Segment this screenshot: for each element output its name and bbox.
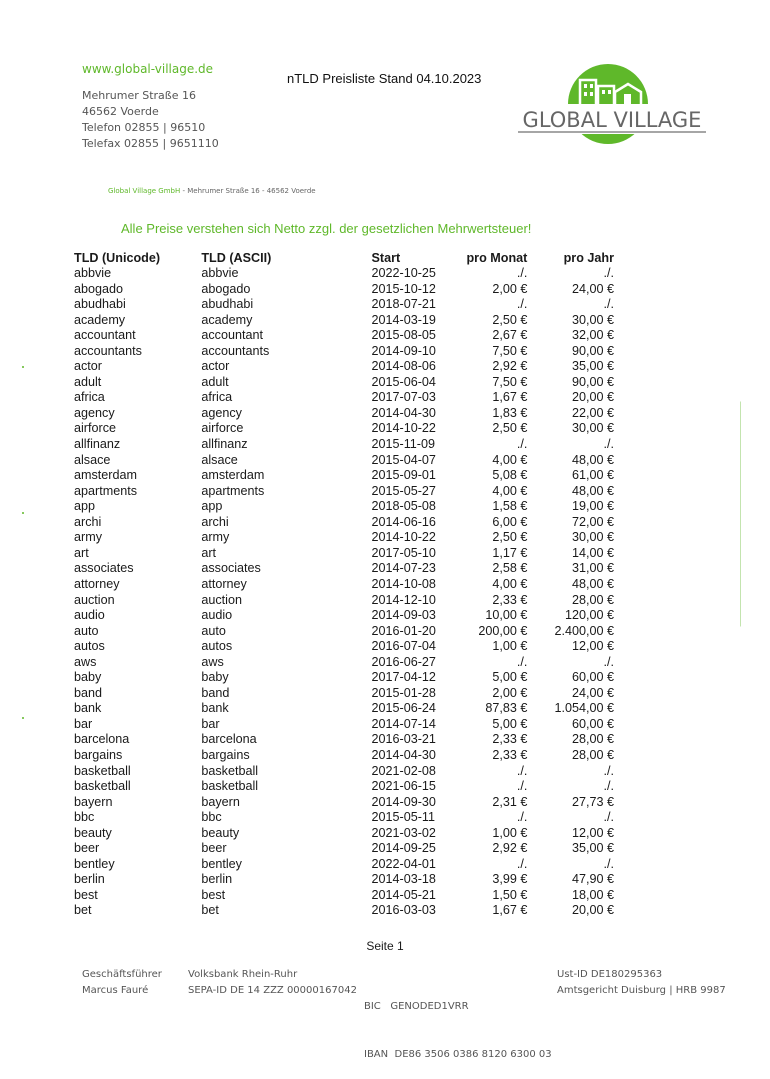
cell-price-year: ./. bbox=[603, 779, 614, 794]
table-row bbox=[74, 561, 614, 577]
cell-start-date: 2015-06-24 bbox=[371, 701, 436, 716]
footer-sepa-id: SEPA-ID DE 14 ZZZ 00000167042 bbox=[188, 985, 357, 996]
address-phone: Telefon 02855 | 96510 bbox=[82, 121, 206, 134]
cell-tld-ascii: abogado bbox=[201, 281, 251, 296]
footer-bank-ids bbox=[364, 967, 552, 1079]
cell-price-year: 19,00 € bbox=[571, 499, 614, 514]
cell-tld-unicode: app bbox=[74, 499, 96, 514]
cell-price-year: 28,00 € bbox=[571, 592, 614, 607]
cell-start-date: 2014-09-30 bbox=[371, 794, 436, 809]
table-row bbox=[74, 888, 614, 904]
cell-price-year: ./. bbox=[603, 810, 614, 825]
cell-start-date: 2015-06-04 bbox=[371, 374, 436, 389]
cell-tld-ascii: adult bbox=[201, 374, 229, 389]
cell-tld-ascii: actor bbox=[201, 359, 230, 374]
cell-price-month: 4,00 € bbox=[492, 483, 528, 498]
cell-price-year: 22,00 € bbox=[571, 405, 614, 420]
table-row bbox=[74, 764, 614, 780]
footer-bank bbox=[188, 967, 357, 999]
address-fax: Telefax 02855 | 9651110 bbox=[82, 137, 219, 150]
cell-price-year: ./. bbox=[603, 654, 614, 669]
cell-price-year: 30,00 € bbox=[571, 530, 614, 545]
sender-brand: Global Village GmbH bbox=[108, 187, 181, 195]
cell-tld-unicode: beer bbox=[74, 841, 100, 856]
cell-price-month: 7,50 € bbox=[492, 374, 528, 389]
footer-vat-id: Ust-ID DE180295363 bbox=[557, 969, 663, 980]
cell-tld-unicode: academy bbox=[74, 312, 126, 327]
cell-price-year: 35,00 € bbox=[571, 359, 614, 374]
cell-start-date: 2015-05-11 bbox=[371, 810, 435, 825]
cell-price-month: 2,67 € bbox=[492, 328, 528, 343]
footer-management-name: Marcus Fauré bbox=[82, 985, 149, 996]
cell-price-year: 1.054,00 € bbox=[554, 701, 614, 716]
cell-price-month: 2,50 € bbox=[492, 530, 528, 545]
cell-tld-ascii: allfinanz bbox=[201, 437, 248, 452]
col-header-year: pro Jahr bbox=[563, 251, 614, 265]
cell-price-month: ./. bbox=[516, 654, 528, 669]
cell-tld-unicode: associates bbox=[74, 561, 134, 576]
cell-price-year: ./. bbox=[603, 437, 614, 452]
footer-iban: IBAN DE86 3506 0386 8120 6300 03 bbox=[364, 1049, 552, 1060]
cell-price-month: 6,00 € bbox=[492, 514, 528, 529]
cell-start-date: 2018-07-21 bbox=[371, 297, 436, 312]
cell-price-year: 28,00 € bbox=[571, 732, 614, 747]
cell-price-year: 48,00 € bbox=[571, 452, 614, 467]
cell-price-year: 27,73 € bbox=[571, 794, 614, 809]
table-header-row bbox=[74, 250, 614, 266]
cell-tld-ascii: basketball bbox=[201, 779, 259, 794]
table-row bbox=[74, 546, 614, 562]
cell-tld-unicode: audio bbox=[74, 608, 105, 623]
table-row bbox=[74, 437, 614, 453]
cell-price-month: 1,17 € bbox=[492, 545, 528, 560]
cell-tld-unicode: beauty bbox=[74, 825, 112, 840]
cell-tld-unicode: agency bbox=[74, 405, 115, 420]
cell-price-year: 60,00 € bbox=[571, 716, 614, 731]
cell-price-year: 30,00 € bbox=[571, 312, 614, 327]
cell-tld-ascii: auto bbox=[201, 623, 226, 638]
table-row bbox=[74, 421, 614, 437]
cell-price-month: 7,50 € bbox=[492, 343, 528, 358]
cell-start-date: 2014-10-22 bbox=[371, 421, 436, 436]
cell-start-date: 2015-11-09 bbox=[371, 437, 435, 452]
cell-price-month: 5,00 € bbox=[492, 670, 528, 685]
cell-tld-ascii: bank bbox=[201, 701, 229, 716]
fold-mark bbox=[22, 366, 24, 368]
cell-price-month: 5,00 € bbox=[492, 716, 528, 731]
cell-tld-ascii: accountants bbox=[201, 343, 270, 358]
cell-tld-unicode: actor bbox=[74, 359, 102, 374]
table-row bbox=[74, 313, 614, 329]
cell-start-date: 2014-12-10 bbox=[371, 592, 436, 607]
cell-tld-unicode: band bbox=[74, 685, 103, 700]
table-row bbox=[74, 577, 614, 593]
cell-price-month: 5,08 € bbox=[492, 468, 528, 483]
cell-price-month: 2,58 € bbox=[492, 561, 528, 576]
cell-start-date: 2016-06-27 bbox=[371, 654, 436, 669]
table-row bbox=[74, 453, 614, 469]
table-row bbox=[74, 468, 614, 484]
table-row bbox=[74, 484, 614, 500]
cell-start-date: 2018-05-08 bbox=[371, 499, 436, 514]
cell-tld-ascii: bbc bbox=[201, 810, 222, 825]
cell-price-month: 1,83 € bbox=[492, 405, 528, 420]
table-row bbox=[74, 872, 614, 888]
fold-mark bbox=[22, 717, 24, 719]
cell-price-month: ./. bbox=[516, 763, 528, 778]
cell-tld-unicode: accountants bbox=[74, 343, 142, 358]
cell-start-date: 2014-05-21 bbox=[371, 887, 436, 902]
cell-tld-unicode: archi bbox=[74, 514, 102, 529]
cell-price-year: 120,00 € bbox=[564, 608, 614, 623]
cell-price-month: 3,99 € bbox=[492, 872, 528, 887]
cell-price-month: 2,33 € bbox=[492, 592, 528, 607]
cell-price-year: 48,00 € bbox=[571, 483, 614, 498]
cell-tld-ascii: bar bbox=[201, 716, 220, 731]
cell-price-month: 1,00 € bbox=[492, 639, 528, 654]
cell-price-month: 2,50 € bbox=[492, 312, 528, 327]
sender-line bbox=[108, 187, 316, 195]
cell-price-month: ./. bbox=[516, 810, 528, 825]
cell-tld-unicode: alsace bbox=[74, 452, 111, 467]
cell-tld-unicode: auto bbox=[74, 623, 99, 638]
cell-start-date: 2014-04-30 bbox=[371, 747, 436, 762]
cell-tld-ascii: beer bbox=[201, 841, 227, 856]
cell-start-date: 2014-03-19 bbox=[371, 312, 436, 327]
cell-start-date: 2014-10-08 bbox=[371, 576, 436, 591]
cell-price-month: 2,00 € bbox=[492, 281, 528, 296]
cell-tld-ascii: berlin bbox=[201, 872, 233, 887]
table-row bbox=[74, 530, 614, 546]
cell-price-month: 2,00 € bbox=[492, 685, 528, 700]
cell-tld-ascii: academy bbox=[201, 312, 253, 327]
logo-text: GLOBAL VILLAGE bbox=[522, 108, 702, 132]
table-row bbox=[74, 717, 614, 733]
cell-price-year: 72,00 € bbox=[571, 514, 614, 529]
cell-price-year: 90,00 € bbox=[571, 343, 614, 358]
cell-price-year: ./. bbox=[603, 297, 614, 312]
table-row bbox=[74, 655, 614, 671]
address-block bbox=[82, 88, 219, 152]
cell-tld-unicode: auction bbox=[74, 592, 115, 607]
cell-price-year: 14,00 € bbox=[571, 545, 614, 560]
cell-start-date: 2016-07-04 bbox=[371, 639, 436, 654]
cell-price-month: 200,00 € bbox=[478, 623, 528, 638]
cell-tld-unicode: baby bbox=[74, 670, 102, 685]
cell-start-date: 2014-08-06 bbox=[371, 359, 436, 374]
col-header-month: pro Monat bbox=[466, 251, 528, 265]
cell-tld-unicode: abudhabi bbox=[74, 297, 126, 312]
footer-bic: BIC GENODED1VRR bbox=[364, 1001, 469, 1012]
cell-price-month: 4,00 € bbox=[492, 452, 528, 467]
cell-tld-unicode: basketball bbox=[74, 779, 131, 794]
table-row bbox=[74, 592, 614, 608]
cell-start-date: 2014-09-25 bbox=[371, 841, 436, 856]
cell-tld-ascii: amsterdam bbox=[201, 468, 265, 483]
cell-tld-ascii: barcelona bbox=[201, 732, 257, 747]
cell-start-date: 2022-10-25 bbox=[371, 266, 436, 281]
cell-price-year: 28,00 € bbox=[571, 747, 614, 762]
cell-price-year: 18,00 € bbox=[571, 887, 614, 902]
cell-price-year: 61,00 € bbox=[571, 468, 614, 483]
table-row bbox=[74, 779, 614, 795]
address-street: Mehrumer Straße 16 bbox=[82, 89, 196, 102]
cell-price-year: 24,00 € bbox=[571, 281, 614, 296]
cell-price-month: 2,92 € bbox=[492, 841, 528, 856]
cell-price-year: 12,00 € bbox=[571, 639, 614, 654]
col-header-unicode: TLD (Unicode) bbox=[74, 251, 161, 265]
cell-start-date: 2016-03-21 bbox=[371, 732, 436, 747]
cell-tld-unicode: accountant bbox=[74, 328, 136, 343]
cell-tld-unicode: abogado bbox=[74, 281, 124, 296]
cell-start-date: 2015-10-12 bbox=[371, 281, 436, 296]
address-city: 46562 Voerde bbox=[82, 105, 159, 118]
cell-tld-ascii: band bbox=[201, 685, 230, 700]
cell-start-date: 2015-04-07 bbox=[371, 452, 436, 467]
cell-tld-unicode: bentley bbox=[74, 856, 115, 871]
cell-price-month: 1,58 € bbox=[492, 499, 528, 514]
cell-price-year: 24,00 € bbox=[571, 685, 614, 700]
footer-bank-name: Volksbank Rhein-Ruhr bbox=[188, 969, 298, 980]
cell-tld-ascii: auction bbox=[201, 592, 242, 607]
cell-start-date: 2016-01-20 bbox=[371, 623, 436, 638]
table-row bbox=[74, 903, 614, 919]
cell-start-date: 2022-04-01 bbox=[371, 856, 436, 871]
cell-tld-unicode: aws bbox=[74, 654, 97, 669]
cell-tld-ascii: best bbox=[201, 887, 226, 902]
cell-price-month: ./. bbox=[516, 437, 528, 452]
cell-start-date: 2014-03-18 bbox=[371, 872, 436, 887]
cell-tld-ascii: audio bbox=[201, 608, 233, 623]
cell-tld-ascii: africa bbox=[201, 390, 233, 405]
table-row bbox=[74, 857, 614, 873]
table-row bbox=[74, 359, 614, 375]
table-row bbox=[74, 515, 614, 531]
cell-tld-ascii: bargains bbox=[201, 747, 250, 762]
cell-tld-unicode: barcelona bbox=[74, 732, 130, 747]
cell-tld-ascii: aws bbox=[201, 654, 224, 669]
table-row bbox=[74, 624, 614, 640]
cell-tld-unicode: berlin bbox=[74, 872, 105, 887]
cell-tld-unicode: basketball bbox=[74, 763, 131, 778]
cell-start-date: 2015-08-05 bbox=[371, 328, 436, 343]
footer-management bbox=[82, 967, 162, 999]
footer-court: Amtsgericht Duisburg | HRB 9987 bbox=[557, 985, 726, 996]
cell-tld-ascii: abudhabi bbox=[201, 297, 254, 312]
cell-start-date: 2017-07-03 bbox=[371, 390, 436, 405]
table-row bbox=[74, 499, 614, 515]
sender-address: - Mehrumer Straße 16 - 46562 Voerde bbox=[180, 187, 316, 195]
cell-price-year: 30,00 € bbox=[571, 421, 614, 436]
cell-price-year: 32,00 € bbox=[571, 328, 614, 343]
cell-start-date: 2014-07-23 bbox=[371, 561, 436, 576]
cell-start-date: 2015-01-28 bbox=[371, 685, 436, 700]
cell-tld-ascii: art bbox=[201, 545, 217, 560]
cell-price-month: 10,00 € bbox=[485, 608, 528, 623]
cell-tld-ascii: bayern bbox=[201, 794, 240, 809]
cell-start-date: 2021-06-15 bbox=[371, 779, 436, 794]
document-title: nTLD Preisliste Stand 04.10.2023 bbox=[287, 71, 482, 86]
table-row bbox=[74, 266, 614, 282]
cell-start-date: 2015-05-27 bbox=[371, 483, 436, 498]
cell-price-year: 35,00 € bbox=[571, 841, 614, 856]
cell-price-month: 87,83 € bbox=[485, 701, 528, 716]
cell-start-date: 2014-09-10 bbox=[371, 343, 436, 358]
cell-price-year: 31,00 € bbox=[571, 561, 614, 576]
cell-tld-unicode: bargains bbox=[74, 747, 123, 762]
cell-price-year: 12,00 € bbox=[571, 825, 614, 840]
table-row bbox=[74, 375, 614, 391]
cell-tld-ascii: apartments bbox=[201, 483, 265, 498]
cell-start-date: 2016-03-03 bbox=[371, 903, 436, 918]
col-header-ascii: TLD (ASCII) bbox=[201, 251, 272, 265]
cell-tld-unicode: bank bbox=[74, 701, 102, 716]
cell-price-month: ./. bbox=[516, 266, 528, 281]
cell-tld-unicode: amsterdam bbox=[74, 468, 137, 483]
cell-tld-unicode: bar bbox=[74, 716, 93, 731]
cell-price-month: 1,50 € bbox=[492, 887, 528, 902]
table-row bbox=[74, 826, 614, 842]
cell-price-month: 2,33 € bbox=[492, 732, 528, 747]
cell-tld-ascii: app bbox=[201, 499, 223, 514]
vat-notice: Alle Preise verstehen sich Netto zzgl. der gesetzlichen Mehrwertsteuer! bbox=[121, 221, 532, 236]
cell-start-date: 2015-09-01 bbox=[371, 468, 436, 483]
cell-tld-ascii: basketball bbox=[201, 763, 259, 778]
footer-management-label: Geschäftsführer bbox=[82, 969, 162, 980]
cell-tld-unicode: apartments bbox=[74, 483, 137, 498]
cell-tld-ascii: alsace bbox=[201, 452, 238, 467]
cell-price-month: 4,00 € bbox=[492, 576, 528, 591]
punch-mark bbox=[22, 512, 24, 514]
table-row bbox=[74, 344, 614, 360]
cell-start-date: 2014-06-16 bbox=[371, 514, 436, 529]
table-row bbox=[74, 390, 614, 406]
cell-start-date: 2014-07-14 bbox=[371, 716, 436, 731]
cell-tld-ascii: associates bbox=[201, 561, 261, 576]
cell-tld-ascii: archi bbox=[201, 514, 229, 529]
cell-tld-unicode: bayern bbox=[74, 794, 113, 809]
cell-price-month: 1,67 € bbox=[492, 390, 528, 405]
cell-start-date: 2014-09-03 bbox=[371, 608, 436, 623]
cell-price-month: 2,33 € bbox=[492, 747, 528, 762]
cell-start-date: 2014-10-22 bbox=[371, 530, 436, 545]
cell-tld-unicode: abbvie bbox=[74, 266, 112, 281]
cell-tld-ascii: beauty bbox=[201, 825, 240, 840]
global-village-logo bbox=[516, 64, 708, 144]
cell-price-year: ./. bbox=[603, 856, 614, 871]
cell-price-year: ./. bbox=[603, 763, 614, 778]
col-header-start: Start bbox=[371, 251, 401, 265]
table-row bbox=[74, 608, 614, 624]
cell-start-date: 2017-05-10 bbox=[371, 545, 436, 560]
cell-tld-unicode: art bbox=[74, 545, 89, 560]
cell-price-month: 2,50 € bbox=[492, 421, 528, 436]
footer-registry bbox=[557, 967, 726, 999]
table-row bbox=[74, 282, 614, 298]
cell-tld-ascii: autos bbox=[201, 639, 233, 654]
cell-price-year: 20,00 € bbox=[571, 903, 614, 918]
cell-tld-ascii: army bbox=[201, 530, 230, 545]
website-url[interactable]: www.global-village.de bbox=[82, 62, 214, 76]
cell-start-date: 2021-02-08 bbox=[371, 763, 436, 778]
cell-tld-unicode: best bbox=[74, 887, 98, 902]
cell-price-year: 90,00 € bbox=[571, 374, 614, 389]
cell-tld-unicode: bbc bbox=[74, 810, 95, 825]
table-row bbox=[74, 810, 614, 826]
table-row bbox=[74, 297, 614, 313]
cell-tld-ascii: agency bbox=[201, 405, 242, 420]
table-row bbox=[74, 841, 614, 857]
cell-price-month: ./. bbox=[516, 297, 528, 312]
cell-price-year: ./. bbox=[603, 266, 614, 281]
page-number: Seite 1 bbox=[366, 939, 404, 953]
cell-start-date: 2017-04-12 bbox=[371, 670, 436, 685]
cell-price-year: 48,00 € bbox=[571, 576, 614, 591]
cell-tld-ascii: bentley bbox=[201, 856, 242, 871]
table-row bbox=[74, 670, 614, 686]
table-row bbox=[74, 639, 614, 655]
cell-start-date: 2014-04-30 bbox=[371, 405, 436, 420]
cell-tld-unicode: autos bbox=[74, 639, 105, 654]
table-row bbox=[74, 406, 614, 422]
page-frame bbox=[740, 64, 741, 964]
cell-price-month: 1,67 € bbox=[492, 903, 528, 918]
cell-tld-unicode: adult bbox=[74, 374, 102, 389]
cell-tld-unicode: allfinanz bbox=[74, 437, 121, 452]
table-row bbox=[74, 686, 614, 702]
cell-price-month: ./. bbox=[516, 779, 528, 794]
table-row bbox=[74, 795, 614, 811]
cell-price-year: 60,00 € bbox=[571, 670, 614, 685]
cell-tld-ascii: airforce bbox=[201, 421, 244, 436]
cell-price-year: 20,00 € bbox=[571, 390, 614, 405]
cell-tld-unicode: attorney bbox=[74, 576, 120, 591]
cell-tld-ascii: bet bbox=[201, 903, 219, 918]
cell-tld-ascii: attorney bbox=[201, 576, 247, 591]
cell-tld-unicode: airforce bbox=[74, 421, 116, 436]
cell-tld-ascii: accountant bbox=[201, 328, 263, 343]
cell-tld-unicode: bet bbox=[74, 903, 92, 918]
cell-price-year: 2.400,00 € bbox=[554, 623, 614, 638]
cell-price-year: 47,90 € bbox=[571, 872, 614, 887]
cell-price-month: 1,00 € bbox=[492, 825, 528, 840]
price-table bbox=[74, 250, 614, 919]
table-row bbox=[74, 701, 614, 717]
cell-start-date: 2021-03-02 bbox=[371, 825, 436, 840]
cell-tld-unicode: army bbox=[74, 530, 102, 545]
cell-tld-unicode: africa bbox=[74, 390, 105, 405]
cell-tld-ascii: baby bbox=[201, 670, 229, 685]
cell-tld-ascii: abbvie bbox=[201, 266, 239, 281]
cell-price-month: ./. bbox=[516, 856, 528, 871]
table-row bbox=[74, 732, 614, 748]
cell-price-month: 2,31 € bbox=[492, 794, 528, 809]
table-body bbox=[74, 266, 614, 919]
table-row bbox=[74, 748, 614, 764]
cell-price-month: 2,92 € bbox=[492, 359, 528, 374]
table-row bbox=[74, 328, 614, 344]
